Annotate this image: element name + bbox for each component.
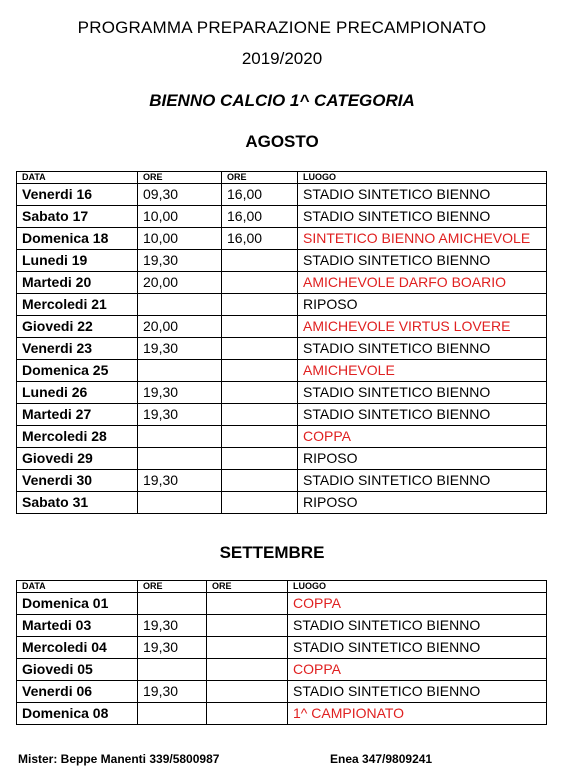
time-cell-1	[138, 426, 222, 448]
table-row	[17, 426, 547, 448]
time-cell-1: 19,30	[138, 637, 207, 659]
date-cell: Giovedi 29	[17, 448, 138, 470]
time-cell-2	[207, 681, 288, 703]
table-row	[17, 360, 547, 382]
time-cell-2	[222, 492, 298, 514]
date-cell: Domenica 25	[17, 360, 138, 382]
location-cell: STADIO SINTETICO BIENNO	[298, 206, 547, 228]
month-title-settembre: SETTEMBRE	[219, 543, 325, 562]
column-header: DATA	[17, 581, 138, 593]
time-cell-1	[138, 448, 222, 470]
date-cell: Giovedi 22	[17, 316, 138, 338]
table-row	[17, 272, 547, 294]
location-cell: RIPOSO	[298, 492, 547, 514]
time-cell-2	[222, 404, 298, 426]
time-cell-1	[138, 659, 207, 681]
time-cell-2: 16,00	[222, 228, 298, 250]
date-cell: Venerdi 16	[17, 184, 138, 206]
table-row	[17, 250, 547, 272]
column-header: LUOGO	[298, 172, 547, 184]
table-row	[17, 615, 547, 637]
time-cell-2	[207, 703, 288, 725]
time-cell-1: 19,30	[138, 470, 222, 492]
date-cell: Giovedi 05	[17, 659, 138, 681]
table-row	[17, 659, 547, 681]
location-cell: STADIO SINTETICO BIENNO	[288, 615, 547, 637]
team-subtitle: BIENNO CALCIO 1^ CATEGORIA	[149, 91, 415, 110]
time-cell-2	[207, 659, 288, 681]
location-cell: SINTETICO BIENNO AMICHEVOLE	[298, 228, 547, 250]
month-title-agosto: AGOSTO	[245, 132, 319, 151]
location-cell: STADIO SINTETICO BIENNO	[298, 470, 547, 492]
location-cell: AMICHEVOLE DARFO BOARIO	[298, 272, 547, 294]
table-row	[17, 294, 547, 316]
time-cell-1: 19,30	[138, 338, 222, 360]
location-cell: AMICHEVOLE VIRTUS LOVERE	[298, 316, 547, 338]
time-cell-2	[222, 448, 298, 470]
time-cell-2: 16,00	[222, 184, 298, 206]
table-row	[17, 681, 547, 703]
date-cell: Lunedi 19	[17, 250, 138, 272]
date-cell: Domenica 08	[17, 703, 138, 725]
time-cell-1	[138, 360, 222, 382]
footer-mister-contact: Mister: Beppe Manenti 339/5800987	[18, 752, 220, 766]
time-cell-1	[138, 703, 207, 725]
time-cell-2	[207, 637, 288, 659]
time-cell-1: 09,30	[138, 184, 222, 206]
table-row	[17, 448, 547, 470]
location-cell: STADIO SINTETICO BIENNO	[298, 404, 547, 426]
location-cell: COPPA	[298, 426, 547, 448]
time-cell-2	[222, 382, 298, 404]
time-cell-1: 19,30	[138, 382, 222, 404]
date-cell: Martedi 03	[17, 615, 138, 637]
column-header: ORE	[222, 172, 298, 184]
table-row	[17, 184, 547, 206]
location-cell: COPPA	[288, 593, 547, 615]
time-cell-2	[222, 360, 298, 382]
table-row	[17, 338, 547, 360]
footer-enea-contact: Enea 347/9809241	[330, 752, 433, 766]
table-row	[17, 382, 547, 404]
time-cell-1	[138, 492, 222, 514]
time-cell-2	[222, 338, 298, 360]
table-row	[17, 316, 547, 338]
column-header: ORE	[138, 581, 207, 593]
location-cell: RIPOSO	[298, 448, 547, 470]
table-row	[17, 492, 547, 514]
time-cell-1: 19,30	[138, 404, 222, 426]
time-cell-2	[222, 294, 298, 316]
table-row	[17, 593, 547, 615]
table-row	[17, 206, 547, 228]
date-cell: Lunedi 26	[17, 382, 138, 404]
location-cell: STADIO SINTETICO BIENNO	[288, 681, 547, 703]
time-cell-1: 20,00	[138, 272, 222, 294]
table-row	[17, 703, 547, 725]
date-cell: Sabato 31	[17, 492, 138, 514]
document-title: PROGRAMMA PREPARAZIONE PRECAMPIONATO	[77, 18, 487, 37]
date-cell: Mercoledi 21	[17, 294, 138, 316]
time-cell-2	[222, 426, 298, 448]
time-cell-1: 19,30	[138, 615, 207, 637]
location-cell: STADIO SINTETICO BIENNO	[298, 184, 547, 206]
table-header-row	[17, 172, 547, 184]
season-label: 2019/2020	[241, 49, 323, 68]
time-cell-1	[138, 593, 207, 615]
table-row	[17, 470, 547, 492]
location-cell: STADIO SINTETICO BIENNO	[298, 338, 547, 360]
date-cell: Domenica 18	[17, 228, 138, 250]
location-cell: RIPOSO	[298, 294, 547, 316]
time-cell-2	[222, 470, 298, 492]
date-cell: Mercoledi 28	[17, 426, 138, 448]
date-cell: Venerdi 06	[17, 681, 138, 703]
time-cell-2	[207, 615, 288, 637]
location-cell: STADIO SINTETICO BIENNO	[288, 637, 547, 659]
time-cell-1: 10,00	[138, 206, 222, 228]
time-cell-1: 10,00	[138, 228, 222, 250]
time-cell-2	[222, 316, 298, 338]
time-cell-2	[207, 593, 288, 615]
time-cell-2	[222, 272, 298, 294]
date-cell: Venerdi 30	[17, 470, 138, 492]
location-cell: 1^ CAMPIONATO	[288, 703, 547, 725]
time-cell-1: 19,30	[138, 250, 222, 272]
column-header: DATA	[17, 172, 138, 184]
date-cell: Martedi 27	[17, 404, 138, 426]
schedule-table-agosto	[16, 171, 547, 514]
location-cell: STADIO SINTETICO BIENNO	[298, 250, 547, 272]
date-cell: Sabato 17	[17, 206, 138, 228]
date-cell: Domenica 01	[17, 593, 138, 615]
location-cell: STADIO SINTETICO BIENNO	[298, 382, 547, 404]
location-cell: AMICHEVOLE	[298, 360, 547, 382]
column-header: LUOGO	[288, 581, 547, 593]
table-row	[17, 404, 547, 426]
table-row	[17, 637, 547, 659]
time-cell-1: 20,00	[138, 316, 222, 338]
time-cell-1	[138, 294, 222, 316]
time-cell-1: 19,30	[138, 681, 207, 703]
column-header: ORE	[138, 172, 222, 184]
date-cell: Mercoledi 04	[17, 637, 138, 659]
date-cell: Venerdi 23	[17, 338, 138, 360]
time-cell-2	[222, 250, 298, 272]
table-row	[17, 228, 547, 250]
table-header-row	[17, 581, 547, 593]
time-cell-2: 16,00	[222, 206, 298, 228]
date-cell: Martedi 20	[17, 272, 138, 294]
location-cell: COPPA	[288, 659, 547, 681]
column-header: ORE	[207, 581, 288, 593]
schedule-table-settembre	[16, 580, 547, 725]
